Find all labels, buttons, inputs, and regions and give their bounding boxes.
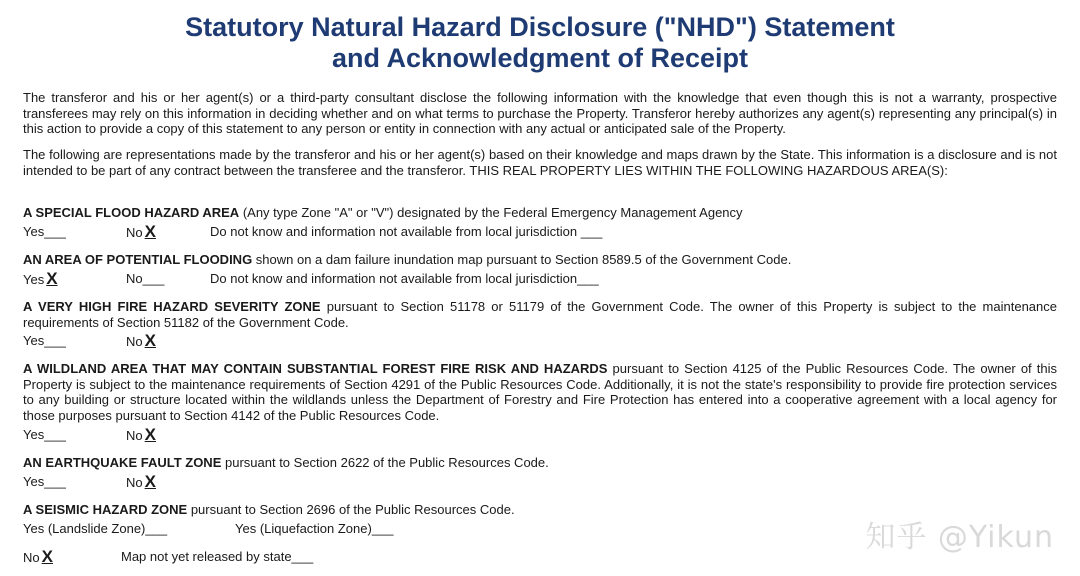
- flood-unknown-option[interactable]: Do not know and information not available from local jurisdiction ___: [210, 224, 603, 239]
- wildland-no-option[interactable]: [126, 427, 156, 444]
- flood-no-option[interactable]: [126, 224, 156, 241]
- seismic-zone-answers: [23, 521, 523, 537]
- wildland-title: A WILDLAND AREA THAT MAY CONTAIN SUBSTANTIAL FOREST FIRE RISK AND HAZARDS: [23, 361, 608, 376]
- inundation-title: AN AREA OF POTENTIAL FLOODING: [23, 252, 253, 267]
- inundation-yes-option[interactable]: [23, 271, 58, 288]
- liquefaction-yes-option[interactable]: Yes (Liquefaction Zone)___: [235, 521, 394, 536]
- fire-zone-title: A VERY HIGH FIRE HAZARD SEVERITY ZONE: [23, 299, 321, 314]
- flood-hazard-title: A SPECIAL FLOOD HAZARD AREA: [23, 205, 240, 220]
- wildland-heading: [23, 361, 1057, 423]
- fire-zone-text: pursuant to Section 51178 or 51179 of the Government Code. The owner of this Property is subject to the maintenance requirements of Section 51182 of the Government Code.: [23, 299, 1057, 330]
- fire-no-option[interactable]: [126, 333, 156, 350]
- wildland-answers: [23, 427, 323, 443]
- fault-no-label: No: [126, 475, 143, 490]
- fault-no-option[interactable]: [126, 474, 156, 491]
- fault-zone-title: AN EARTHQUAKE FAULT ZONE: [23, 455, 222, 470]
- map-not-released-option[interactable]: Map not yet released by state___: [121, 549, 314, 564]
- inundation-text: shown on a dam failure inundation map pursuant to Section 8589.5 of the Government Code.: [252, 252, 792, 267]
- fire-yes-option[interactable]: Yes___: [23, 333, 66, 348]
- flood-hazard-text: (Any type Zone "A" or "V") designated by the Federal Emergency Management Agency: [239, 205, 743, 220]
- seismic-no-label: No: [23, 550, 40, 565]
- seismic-no-mark: X: [41, 547, 53, 566]
- inundation-yes-label: Yes: [23, 272, 45, 287]
- intro-paragraph-2: The following are representations made by the transferor and his or her agent(s) based on their knowledge and maps drawn by the State. This information is a disclosure and is not intended to be part of any contract between the transferee and the transferor. THIS REAL PROPERTY LIES WITHIN THE FOLLOWING HAZARDOUS AREA(S):: [23, 147, 1057, 178]
- fire-zone-heading: [23, 299, 1057, 330]
- fire-no-mark: X: [144, 331, 156, 350]
- fault-no-mark: X: [144, 472, 156, 491]
- seismic-zone-title: A SEISMIC HAZARD ZONE: [23, 502, 188, 517]
- flood-no-mark: X: [144, 222, 156, 241]
- flood-hazard-answers: [23, 224, 723, 240]
- flood-hazard-heading: [23, 205, 1057, 221]
- inundation-unknown-option[interactable]: Do not know and information not available from local jurisdiction___: [210, 271, 599, 286]
- fault-zone-answers: [23, 474, 323, 490]
- landslide-yes-option[interactable]: Yes (Landslide Zone)___: [23, 521, 168, 536]
- wildland-yes-option[interactable]: Yes___: [23, 427, 66, 442]
- inundation-no-option[interactable]: No___: [126, 271, 165, 286]
- fault-zone-heading: [23, 455, 1057, 471]
- fault-zone-text: pursuant to Section 2622 of the Public Resources Code.: [221, 455, 549, 470]
- wildland-no-mark: X: [144, 425, 156, 444]
- flood-yes-option[interactable]: Yes___: [23, 224, 66, 239]
- document-title: [0, 12, 1080, 74]
- fault-yes-option[interactable]: Yes___: [23, 474, 66, 489]
- inundation-answers: [23, 271, 723, 287]
- fire-no-label: No: [126, 334, 143, 349]
- wildland-text: pursuant to Section 4125 of the Public Resources Code. The owner of this Property is subject to the maintenance requirements of Section 4291 of the Public Resources Code. Additionally, it is not the state's responsibility to provide fire protection services to any building or structure located within the wildlands unless the Department of Forestry and Fire Protection has entered into a cooperative agreement with a local agency for those purposes pursuant to Section 4142 of the Public Resources Code.: [23, 361, 1057, 423]
- inundation-heading: [23, 252, 1057, 268]
- title-line-2: and Acknowledgment of Receipt: [331, 43, 749, 73]
- title-line-1: Statutory Natural Hazard Disclosure ("NHD") Statement: [185, 12, 895, 42]
- seismic-no-option[interactable]: [23, 549, 53, 566]
- seismic-zone-text: pursuant to Section 2696 of the Public Resources Code.: [187, 502, 515, 517]
- fire-zone-answers: [23, 333, 323, 349]
- watermark: 知乎 @Yikun: [865, 520, 1054, 555]
- intro-paragraph-1: The transferor and his or her agent(s) or a third-party consultant disclose the following information with the knowledge that even though this is not a warranty, prospective transferees may rely on this information in deciding whether and on what terms to purchase the Property. Transferor hereby authorizes any agent(s) representing any principal(s) in this action to provide a copy of this statement to any person or entity in connection with any actual or anticipated sale of the Property.: [23, 90, 1057, 136]
- wildland-no-label: No: [126, 428, 143, 443]
- inundation-yes-mark: X: [46, 269, 58, 288]
- seismic-no-answers: [23, 549, 423, 565]
- flood-no-label: No: [126, 225, 143, 240]
